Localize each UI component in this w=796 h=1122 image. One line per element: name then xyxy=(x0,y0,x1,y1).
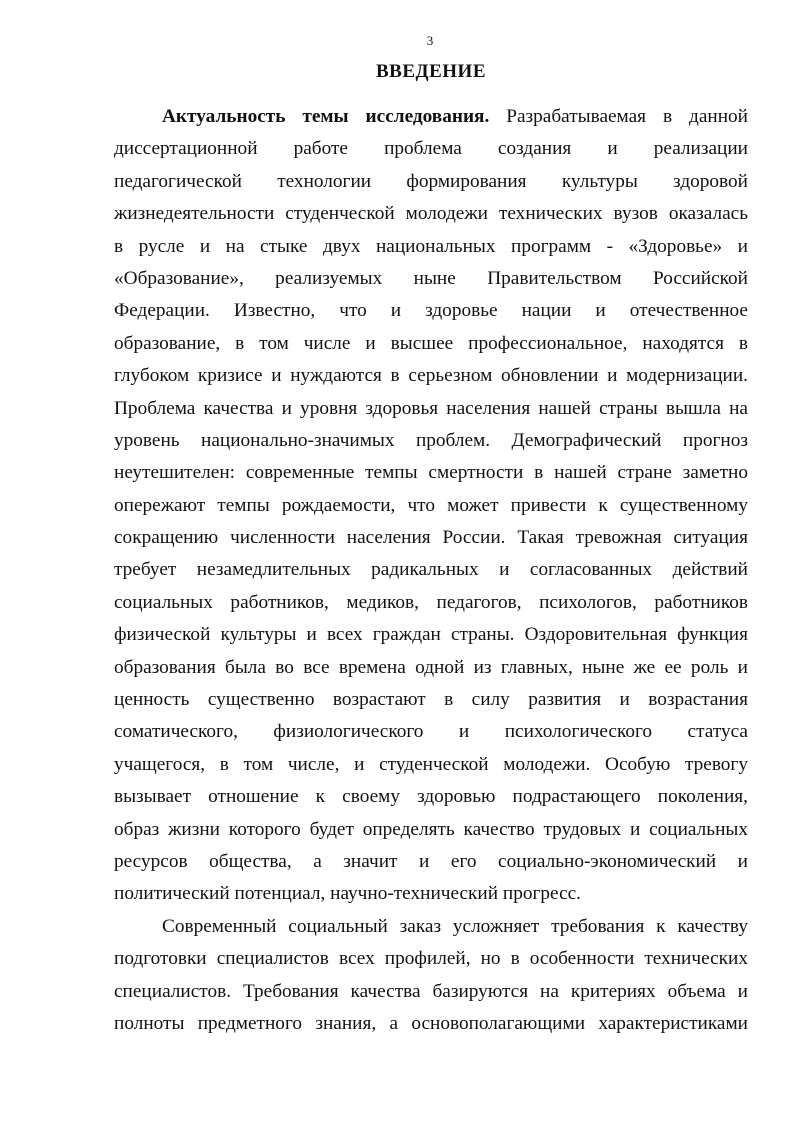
text-line: Федерации. Известно, что и здоровье нации и отечественное xyxy=(114,300,748,322)
text-line-paragraph-end: политический потенциал, научно-технический прогресс. xyxy=(114,883,582,905)
text-line: опережают темпы рождаемости, что может привести к существенному xyxy=(114,494,748,516)
text-line: соматического, физиологического и психологического статуса xyxy=(114,721,748,743)
text-line: специалистов. Требования качества базируются на критериях объема и xyxy=(114,980,748,1002)
text-line: в русле и на стыке двух национальных программ - «Здоровье» и xyxy=(114,235,748,257)
text-line: уровень национально-значимых проблем. Демографический прогноз xyxy=(114,429,748,451)
text-line: учащегося, в том числе, и студенческой молодежи. Особую тревогу xyxy=(114,753,748,775)
text-line: ресурсов общества, а значит и его социально-экономический и xyxy=(114,850,748,872)
text-line: глубоком кризисе и нуждаются в серьезном обновлении и модернизации. xyxy=(114,365,748,387)
text-line: неутешителен: современные темпы смертности в нашей стране заметно xyxy=(114,462,748,484)
text-line: подготовки специалистов всех профилей, но в особенности технических xyxy=(114,948,748,970)
text-line: требует незамедлительных радикальных и согласованных действий xyxy=(114,559,748,581)
text-line: физической культуры и всех граждан страны. Оздоровительная функция xyxy=(114,624,748,646)
text-line: образование, в том числе и высшее профессиональное, находятся в xyxy=(114,332,748,354)
paragraph-1-line-1 xyxy=(114,101,748,133)
text-line: жизнедеятельности студенческой молодежи технических вузов оказалась xyxy=(114,203,748,225)
paragraph-lead-bold: Актуальность темы исследования. xyxy=(162,106,490,127)
text-line-paragraph-start: Современный социальный заказ усложняет требования к качеству xyxy=(162,915,748,937)
document-body xyxy=(114,101,748,1040)
text-run: Разрабатываемая в данной xyxy=(489,106,748,127)
text-line: педагогической технологии формирования культуры здоровой xyxy=(114,170,748,192)
text-line: образ жизни которого будет определять качество трудовых и социальных xyxy=(114,818,748,840)
text-line: «Образование», реализуемых ныне Правительством Российской xyxy=(114,267,748,289)
text-line: образования была во все времена одной из главных, ныне же ее роль и xyxy=(114,656,748,678)
section-heading: ВВЕДЕНИЕ xyxy=(376,61,486,82)
text-line: социальных работников, медиков, педагогов, психологов, работников xyxy=(114,591,748,613)
text-line: ценность существенно возрастают в силу развития и возрастания xyxy=(114,689,748,711)
text-line: полноты предметного знания, а основополагающими характеристиками xyxy=(114,1012,748,1034)
text-line: вызывает отношение к своему здоровью подрастающего поколения, xyxy=(114,786,748,808)
page-number: 3 xyxy=(426,33,434,48)
text-line: сокращению численности населения России. Такая тревожная ситуация xyxy=(114,527,748,549)
text-line: Проблема качества и уровня здоровья населения нашей страны вышла на xyxy=(114,397,748,419)
text-line: диссертационной работе проблема создания и реализации xyxy=(114,138,748,160)
